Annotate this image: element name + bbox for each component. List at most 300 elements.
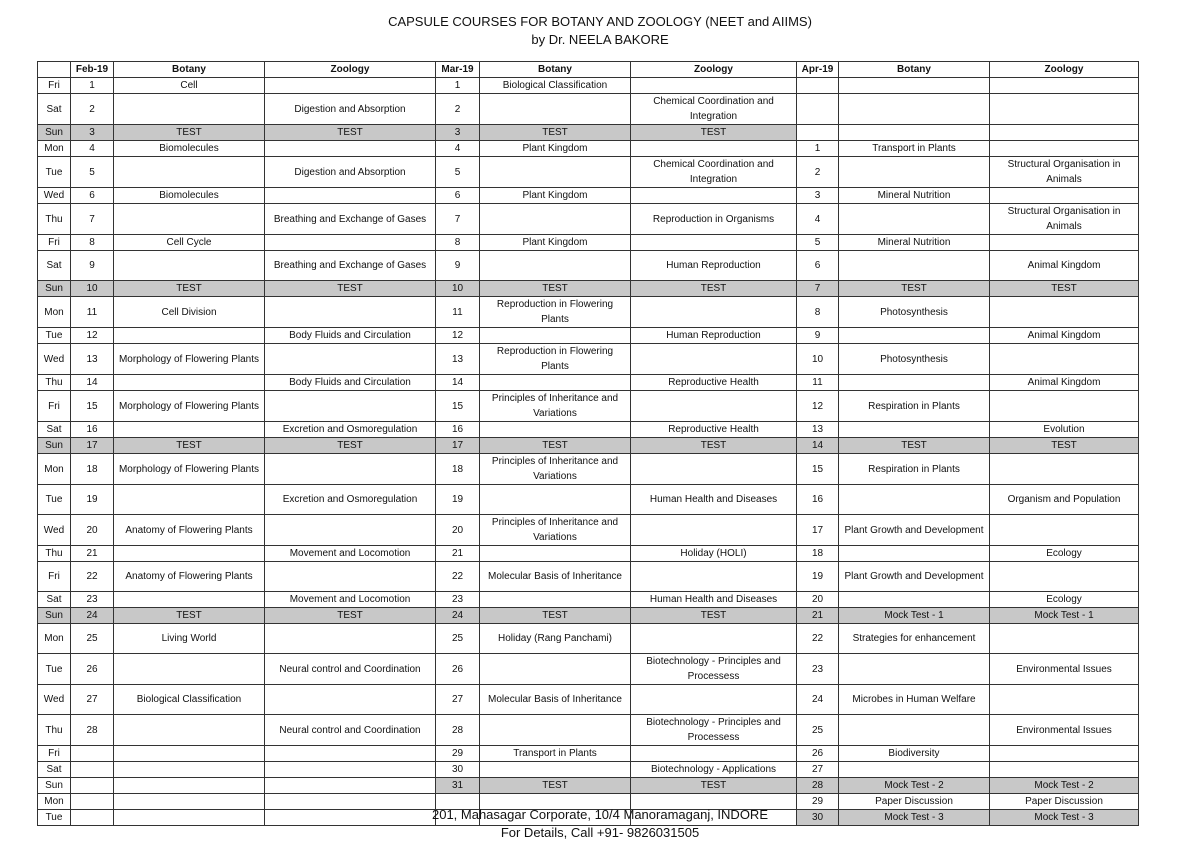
table-cell xyxy=(631,624,797,654)
table-cell: 14 xyxy=(436,375,480,391)
table-cell: 31 xyxy=(436,778,480,794)
table-cell: 9 xyxy=(436,251,480,281)
table-cell: Reproductive Health xyxy=(631,422,797,438)
day-cell: Sat xyxy=(38,592,71,608)
day-cell: Fri xyxy=(38,391,71,422)
table-row xyxy=(38,344,1139,375)
table-cell: 14 xyxy=(797,438,839,454)
table-cell: Environmental Issues xyxy=(990,715,1139,746)
table-cell: TEST xyxy=(990,281,1139,297)
table-cell: 5 xyxy=(797,235,839,251)
table-cell xyxy=(265,391,436,422)
table-row xyxy=(38,235,1139,251)
day-cell: Thu xyxy=(38,375,71,391)
table-row xyxy=(38,608,1139,624)
table-cell xyxy=(839,715,990,746)
table-cell: Mock Test - 2 xyxy=(839,778,990,794)
day-cell: Mon xyxy=(38,141,71,157)
table-cell: Biological Classification xyxy=(480,78,631,94)
table-cell: Human Health and Diseases xyxy=(631,485,797,515)
table-cell: Cell Division xyxy=(114,297,265,328)
table-row xyxy=(38,654,1139,685)
table-cell: Body Fluids and Circulation xyxy=(265,375,436,391)
table-cell xyxy=(114,746,265,762)
table-cell xyxy=(631,515,797,546)
table-cell xyxy=(114,328,265,344)
table-row xyxy=(38,624,1139,654)
table-cell: Principles of Inheritance and Variations xyxy=(480,454,631,485)
table-cell: Biomolecules xyxy=(114,141,265,157)
table-cell xyxy=(797,125,839,141)
table-cell: Transport in Plants xyxy=(839,141,990,157)
table-cell: 8 xyxy=(71,235,114,251)
table-cell xyxy=(631,685,797,715)
table-cell xyxy=(631,562,797,592)
table-cell: Animal Kingdom xyxy=(990,328,1139,344)
table-cell: Mock Test - 3 xyxy=(990,810,1139,826)
table-cell: Ecology xyxy=(990,592,1139,608)
table-cell: 8 xyxy=(797,297,839,328)
table-cell: 17 xyxy=(71,438,114,454)
table-cell: Cell Cycle xyxy=(114,235,265,251)
day-cell: Thu xyxy=(38,204,71,235)
table-cell: TEST xyxy=(480,125,631,141)
table-cell: Human Reproduction xyxy=(631,328,797,344)
table-cell: 4 xyxy=(71,141,114,157)
table-cell xyxy=(480,328,631,344)
table-cell xyxy=(990,94,1139,125)
table-cell: Morphology of Flowering Plants xyxy=(114,344,265,375)
table-cell: Principles of Inheritance and Variations xyxy=(480,391,631,422)
table-cell: Molecular Basis of Inheritance xyxy=(480,562,631,592)
table-cell: Paper Discussion xyxy=(839,794,990,810)
table-cell xyxy=(265,235,436,251)
table-cell xyxy=(480,762,631,778)
table-cell xyxy=(114,94,265,125)
table-cell: Chemical Coordination and Integration xyxy=(631,94,797,125)
table-row xyxy=(38,281,1139,297)
table-cell: 10 xyxy=(797,344,839,375)
table-cell: 5 xyxy=(436,157,480,188)
table-cell xyxy=(990,562,1139,592)
table-cell: Human Reproduction xyxy=(631,251,797,281)
table-cell: Reproduction in Flowering Plants xyxy=(480,344,631,375)
document-footer xyxy=(0,806,1200,842)
table-cell xyxy=(480,485,631,515)
table-cell: 2 xyxy=(436,94,480,125)
table-cell: Biological Classification xyxy=(114,685,265,715)
table-cell: Reproductive Health xyxy=(631,375,797,391)
day-cell: Wed xyxy=(38,685,71,715)
table-cell: Respiration in Plants xyxy=(839,391,990,422)
table-cell xyxy=(480,251,631,281)
table-cell: Plant Growth and Development xyxy=(839,562,990,592)
table-cell: 22 xyxy=(797,624,839,654)
table-cell: TEST xyxy=(480,778,631,794)
table-cell: Mock Test - 3 xyxy=(839,810,990,826)
table-cell: 27 xyxy=(71,685,114,715)
table-cell: 12 xyxy=(71,328,114,344)
table-cell xyxy=(114,592,265,608)
table-cell: 4 xyxy=(436,141,480,157)
table-cell: Cell xyxy=(114,78,265,94)
table-cell: 16 xyxy=(71,422,114,438)
table-cell: 22 xyxy=(71,562,114,592)
table-cell xyxy=(265,141,436,157)
table-cell: 1 xyxy=(71,78,114,94)
table-cell: Biomolecules xyxy=(114,188,265,204)
table-cell: 1 xyxy=(436,78,480,94)
table-row xyxy=(38,125,1139,141)
table-cell xyxy=(990,78,1139,94)
column-header: Mar-19 xyxy=(436,62,480,78)
day-cell: Sat xyxy=(38,422,71,438)
table-cell: 23 xyxy=(71,592,114,608)
table-cell: 27 xyxy=(797,762,839,778)
table-cell xyxy=(265,562,436,592)
table-cell xyxy=(990,624,1139,654)
table-cell: Plant Growth and Development xyxy=(839,515,990,546)
table-cell: Plant Kingdom xyxy=(480,235,631,251)
table-cell: TEST xyxy=(631,438,797,454)
table-cell xyxy=(114,204,265,235)
table-cell xyxy=(114,546,265,562)
table-cell: Environmental Issues xyxy=(990,654,1139,685)
table-cell: TEST xyxy=(631,281,797,297)
table-row xyxy=(38,391,1139,422)
table-cell: Excretion and Osmoregulation xyxy=(265,422,436,438)
table-cell: Reproduction in Flowering Plants xyxy=(480,297,631,328)
table-cell xyxy=(839,546,990,562)
table-row xyxy=(38,204,1139,235)
table-cell: Biotechnology - Principles and Processess xyxy=(631,654,797,685)
table-cell: 12 xyxy=(797,391,839,422)
table-cell: TEST xyxy=(114,125,265,141)
table-cell: 3 xyxy=(436,125,480,141)
table-row xyxy=(38,328,1139,344)
day-cell: Fri xyxy=(38,235,71,251)
schedule-table xyxy=(37,61,1139,826)
table-cell: 26 xyxy=(71,654,114,685)
table-cell xyxy=(114,422,265,438)
day-cell: Thu xyxy=(38,715,71,746)
table-cell: Holiday (HOLI) xyxy=(631,546,797,562)
table-cell xyxy=(990,235,1139,251)
table-body xyxy=(38,78,1139,826)
table-cell: 3 xyxy=(797,188,839,204)
table-cell: TEST xyxy=(114,608,265,624)
table-cell: 3 xyxy=(71,125,114,141)
table-cell: 17 xyxy=(797,515,839,546)
table-cell: TEST xyxy=(114,281,265,297)
table-cell: Digestion and Absorption xyxy=(265,94,436,125)
table-cell xyxy=(114,715,265,746)
table-cell: TEST xyxy=(265,281,436,297)
table-cell xyxy=(114,251,265,281)
table-cell: TEST xyxy=(839,281,990,297)
table-cell: TEST xyxy=(265,608,436,624)
table-cell: 26 xyxy=(436,654,480,685)
table-cell: 7 xyxy=(71,204,114,235)
table-row xyxy=(38,94,1139,125)
day-cell: Mon xyxy=(38,794,71,810)
table-cell: Evolution xyxy=(990,422,1139,438)
table-cell: Mineral Nutrition xyxy=(839,235,990,251)
table-cell xyxy=(265,685,436,715)
table-cell xyxy=(990,141,1139,157)
table-cell xyxy=(265,778,436,794)
table-cell: 2 xyxy=(797,157,839,188)
table-row xyxy=(38,485,1139,515)
table-row xyxy=(38,546,1139,562)
table-row xyxy=(38,592,1139,608)
table-cell xyxy=(114,778,265,794)
table-header-row xyxy=(38,62,1139,78)
table-cell xyxy=(631,454,797,485)
table-row xyxy=(38,778,1139,794)
table-cell: 28 xyxy=(436,715,480,746)
table-cell: Neural control and Coordination xyxy=(265,715,436,746)
table-row xyxy=(38,715,1139,746)
table-row xyxy=(38,251,1139,281)
table-cell: 18 xyxy=(797,546,839,562)
table-cell: 28 xyxy=(71,715,114,746)
table-cell: 10 xyxy=(436,281,480,297)
table-cell: 13 xyxy=(797,422,839,438)
table-cell: Biotechnology - Principles and Processess xyxy=(631,715,797,746)
table-cell: Movement and Locomotion xyxy=(265,592,436,608)
table-cell xyxy=(797,94,839,125)
table-cell: 19 xyxy=(71,485,114,515)
table-cell: 11 xyxy=(71,297,114,328)
table-cell: 16 xyxy=(797,485,839,515)
day-cell: Fri xyxy=(38,562,71,592)
table-cell: 8 xyxy=(436,235,480,251)
table-cell: TEST xyxy=(265,438,436,454)
table-cell: 18 xyxy=(436,454,480,485)
table-cell: 23 xyxy=(797,654,839,685)
table-row xyxy=(38,438,1139,454)
table-cell: 1 xyxy=(797,141,839,157)
table-cell: 13 xyxy=(71,344,114,375)
table-row xyxy=(38,375,1139,391)
table-cell xyxy=(114,654,265,685)
table-cell: 30 xyxy=(436,762,480,778)
table-cell: 28 xyxy=(797,778,839,794)
table-cell xyxy=(631,78,797,94)
table-cell xyxy=(114,157,265,188)
table-cell xyxy=(265,746,436,762)
table-cell: 19 xyxy=(436,485,480,515)
table-cell: Animal Kingdom xyxy=(990,251,1139,281)
table-cell: 20 xyxy=(71,515,114,546)
table-cell xyxy=(839,654,990,685)
table-cell xyxy=(480,715,631,746)
table-cell: Neural control and Coordination xyxy=(265,654,436,685)
table-cell xyxy=(265,188,436,204)
table-cell: Anatomy of Flowering Plants xyxy=(114,515,265,546)
table-cell xyxy=(990,454,1139,485)
table-cell xyxy=(71,762,114,778)
table-cell: Mock Test - 1 xyxy=(839,608,990,624)
table-cell: Molecular Basis of Inheritance xyxy=(480,685,631,715)
table-cell: 15 xyxy=(71,391,114,422)
table-cell: Living World xyxy=(114,624,265,654)
table-cell xyxy=(990,762,1139,778)
table-cell: 21 xyxy=(797,608,839,624)
table-cell: 6 xyxy=(71,188,114,204)
table-cell: 15 xyxy=(436,391,480,422)
table-cell: TEST xyxy=(265,125,436,141)
table-cell xyxy=(631,297,797,328)
table-cell: TEST xyxy=(631,125,797,141)
day-cell: Sun xyxy=(38,608,71,624)
table-cell: Biodiversity xyxy=(839,746,990,762)
table-cell: 14 xyxy=(71,375,114,391)
table-cell xyxy=(990,685,1139,715)
table-cell xyxy=(480,157,631,188)
table-cell xyxy=(839,94,990,125)
table-cell: Animal Kingdom xyxy=(990,375,1139,391)
table-cell: 6 xyxy=(797,251,839,281)
table-cell: Chemical Coordination and Integration xyxy=(631,157,797,188)
table-cell xyxy=(839,762,990,778)
table-cell xyxy=(839,375,990,391)
table-cell xyxy=(990,391,1139,422)
table-cell: Holiday (Rang Panchami) xyxy=(480,624,631,654)
table-cell xyxy=(631,391,797,422)
table-cell xyxy=(839,422,990,438)
table-cell xyxy=(631,235,797,251)
table-row xyxy=(38,141,1139,157)
table-cell: Mock Test - 2 xyxy=(990,778,1139,794)
table-cell: 4 xyxy=(797,204,839,235)
table-row xyxy=(38,454,1139,485)
day-cell: Wed xyxy=(38,515,71,546)
table-cell xyxy=(990,125,1139,141)
table-cell: Respiration in Plants xyxy=(839,454,990,485)
table-cell xyxy=(990,188,1139,204)
table-cell xyxy=(631,344,797,375)
column-header: Zoology xyxy=(631,62,797,78)
table-cell xyxy=(265,762,436,778)
table-cell: Structural Organisation in Animals xyxy=(990,157,1139,188)
table-cell xyxy=(631,141,797,157)
table-cell: 22 xyxy=(436,562,480,592)
table-row xyxy=(38,78,1139,94)
table-cell xyxy=(839,328,990,344)
day-cell: Tue xyxy=(38,485,71,515)
table-cell: 7 xyxy=(436,204,480,235)
table-cell xyxy=(265,515,436,546)
day-cell: Fri xyxy=(38,78,71,94)
table-cell xyxy=(839,485,990,515)
table-cell: Photosynthesis xyxy=(839,297,990,328)
table-cell: Plant Kingdom xyxy=(480,141,631,157)
table-cell: 2 xyxy=(71,94,114,125)
table-cell: 9 xyxy=(797,328,839,344)
table-row xyxy=(38,515,1139,546)
day-cell: Thu xyxy=(38,546,71,562)
table-cell xyxy=(990,344,1139,375)
table-cell xyxy=(839,251,990,281)
table-cell xyxy=(480,94,631,125)
table-cell: 11 xyxy=(436,297,480,328)
table-cell xyxy=(839,592,990,608)
day-cell: Sun xyxy=(38,125,71,141)
table-cell: TEST xyxy=(480,608,631,624)
table-cell xyxy=(480,592,631,608)
table-cell: 12 xyxy=(436,328,480,344)
table-cell: 23 xyxy=(436,592,480,608)
day-cell: Sun xyxy=(38,778,71,794)
table-cell xyxy=(265,297,436,328)
column-header: Botany xyxy=(114,62,265,78)
table-row xyxy=(38,762,1139,778)
table-cell: Biotechnology - Applications xyxy=(631,762,797,778)
footer-address: 201, Mahasagar Corporate, 10/4 Manoramaganj, INDORE xyxy=(431,807,768,822)
table-cell: 13 xyxy=(436,344,480,375)
column-header: Botany xyxy=(839,62,990,78)
table-cell: TEST xyxy=(480,281,631,297)
table-cell: Transport in Plants xyxy=(480,746,631,762)
table-row xyxy=(38,422,1139,438)
table-cell: Principles of Inheritance and Variations xyxy=(480,515,631,546)
table-cell xyxy=(71,778,114,794)
table-cell xyxy=(631,746,797,762)
footer-contact: For Details, Call +91- 9826031505 xyxy=(500,825,700,840)
table-cell xyxy=(480,654,631,685)
table-cell: 27 xyxy=(436,685,480,715)
table-cell: TEST xyxy=(839,438,990,454)
table-cell: Body Fluids and Circulation xyxy=(265,328,436,344)
table-cell xyxy=(990,297,1139,328)
table-cell: TEST xyxy=(990,438,1139,454)
table-cell xyxy=(480,546,631,562)
table-cell: Organism and Population xyxy=(990,485,1139,515)
table-cell xyxy=(114,762,265,778)
table-cell: Reproduction in Organisms xyxy=(631,204,797,235)
table-cell: 25 xyxy=(797,715,839,746)
table-cell: 7 xyxy=(797,281,839,297)
table-row xyxy=(38,685,1139,715)
table-cell: TEST xyxy=(114,438,265,454)
table-cell xyxy=(480,375,631,391)
table-cell: 19 xyxy=(797,562,839,592)
table-cell: 29 xyxy=(436,746,480,762)
table-cell: Morphology of Flowering Plants xyxy=(114,454,265,485)
table-cell: Mineral Nutrition xyxy=(839,188,990,204)
column-header: Apr-19 xyxy=(797,62,839,78)
table-cell: Excretion and Osmoregulation xyxy=(265,485,436,515)
table-cell xyxy=(265,454,436,485)
table-cell xyxy=(114,375,265,391)
table-cell: 25 xyxy=(71,624,114,654)
table-cell: Microbes in Human Welfare xyxy=(839,685,990,715)
table-cell: 21 xyxy=(436,546,480,562)
table-cell: Anatomy of Flowering Plants xyxy=(114,562,265,592)
table-cell: 18 xyxy=(71,454,114,485)
table-cell: 20 xyxy=(436,515,480,546)
document-author: by Dr. NEELA BAKORE xyxy=(531,32,669,47)
column-header: Feb-19 xyxy=(71,62,114,78)
day-cell: Sun xyxy=(38,281,71,297)
table-cell: 24 xyxy=(71,608,114,624)
day-cell: Wed xyxy=(38,344,71,375)
table-cell: Structural Organisation in Animals xyxy=(990,204,1139,235)
table-cell: Breathing and Exchange of Gases xyxy=(265,204,436,235)
table-cell: Paper Discussion xyxy=(990,794,1139,810)
